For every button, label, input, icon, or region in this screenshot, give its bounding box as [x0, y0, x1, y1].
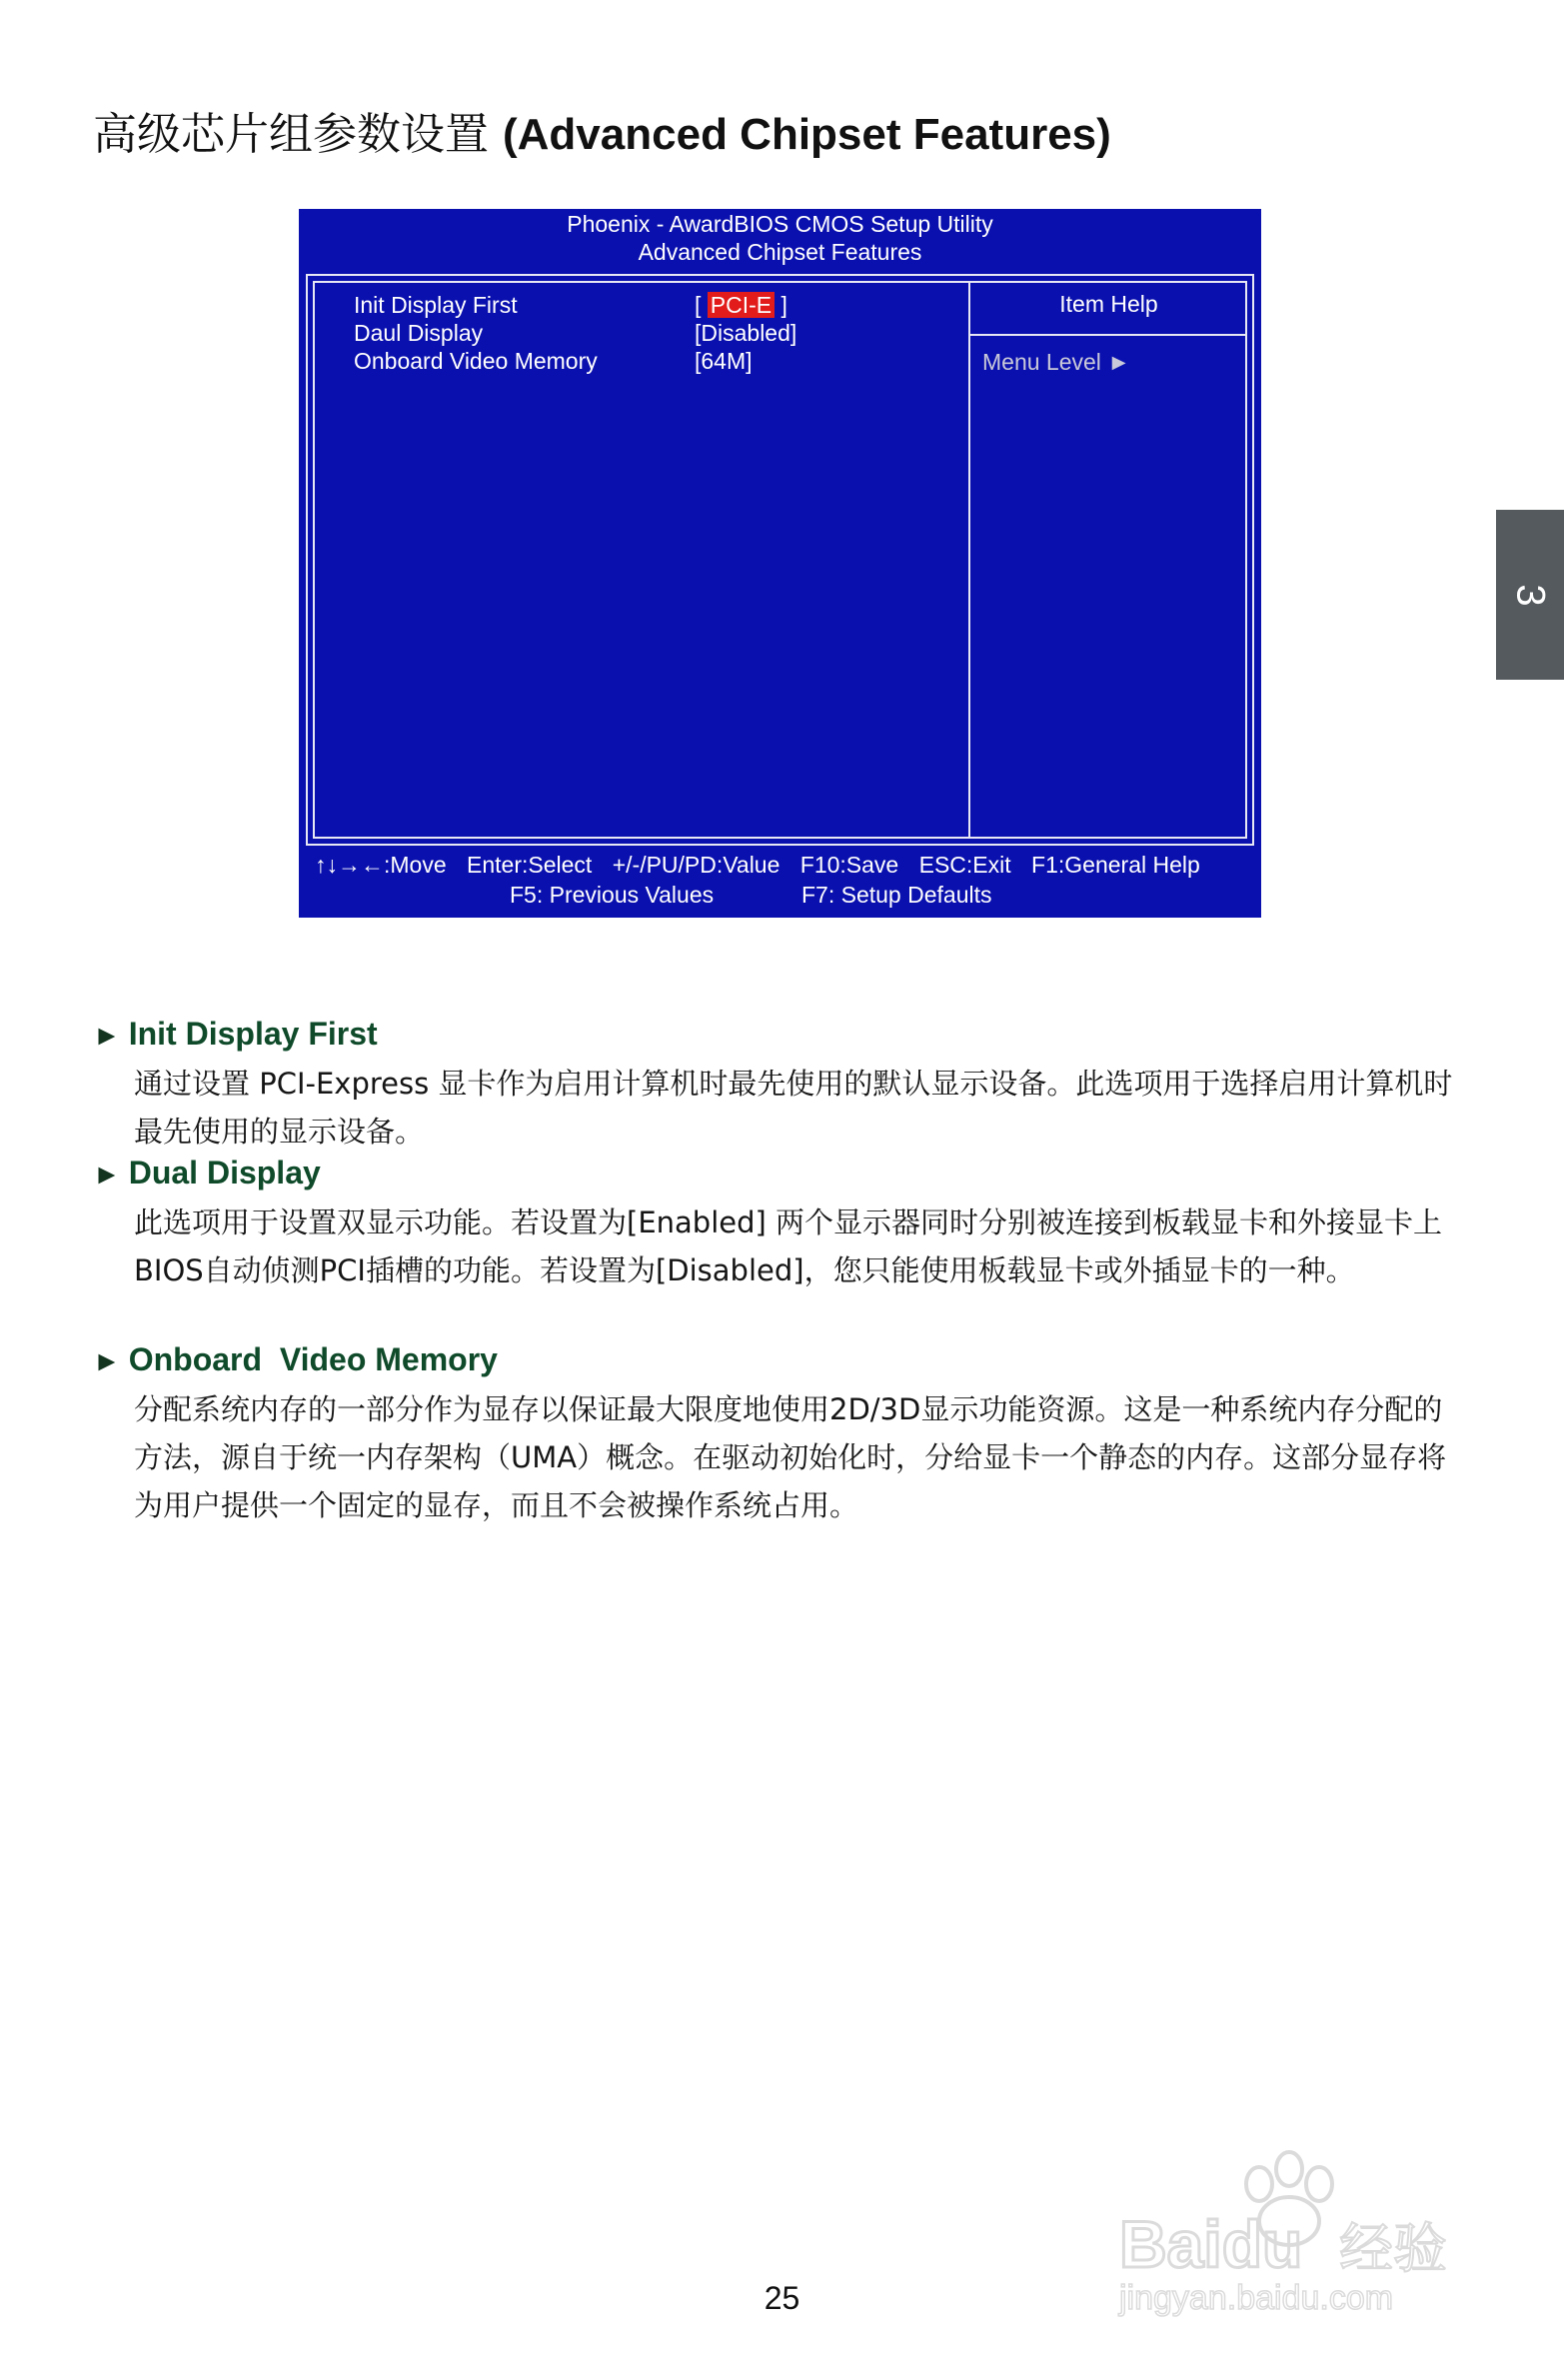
bios-help-header-divider [968, 334, 1247, 336]
bios-value-bracket-close: ] [775, 292, 787, 318]
section-heading-dual-display [93, 1155, 321, 1191]
chapter-number: 3 [1508, 583, 1553, 607]
bios-item-init-display-first[interactable] [354, 292, 518, 319]
bios-help-divider [968, 281, 970, 839]
key-save: F10:Save [799, 852, 899, 878]
bios-value-daul-display[interactable]: [Disabled] [695, 320, 797, 346]
watermark-cn: 经验 [1339, 2217, 1447, 2280]
bios-value-bracket-open: [ [695, 292, 708, 318]
bios-menu-level: Menu Level ► [982, 349, 1131, 375]
key-previous-values: F5: Previous Values [510, 882, 715, 908]
bios-item-onboard-video-memory[interactable] [354, 348, 598, 375]
page-title [93, 98, 1111, 162]
bios-value-init-display-first[interactable] [695, 292, 787, 319]
key-setup-defaults: F7: Setup Defaults [801, 882, 992, 908]
bios-item-daul-display[interactable] [354, 320, 483, 347]
page-number: 25 [764, 2280, 800, 2316]
watermark-url: jingyan.baidu.com [1119, 2279, 1394, 2317]
section-heading-text: Onboard Video Memory [128, 1341, 498, 1377]
bios-item-label: Onboard Video Memory [354, 348, 598, 374]
triangle-bullet-icon: ► [93, 1345, 121, 1376]
page-title-cn: 高级芯片组参数设置 [93, 109, 489, 160]
section-text-dual-display: 此选项用于设置双显示功能。若设置为[Enabled] 两个显示器同时分别被连接到板载显卡和外接显卡上BIOS自动侦测PCI插槽的功能。若设置为[Disabled]，您只能使用板载显卡或外插显卡的一种。 [134, 1205, 1443, 1287]
key-exit: ESC:Exit [918, 852, 1011, 878]
bios-header-title: Phoenix - AwardBIOS CMOS Setup Utility [567, 211, 993, 237]
bios-item-label: Daul Display [354, 320, 484, 346]
section-text-init-display-first: 通过设置 PCI-Express 显卡作为启用计算机时最先使用的默认显示设备。此选项用于选择启用计算机时最先使用的显示设备。 [134, 1067, 1453, 1149]
section-heading-text: Init Display First [128, 1016, 378, 1052]
chapter-tab [1496, 510, 1564, 680]
bios-item-label: Init Display First [354, 292, 518, 318]
section-heading-init-display-first [93, 1016, 378, 1053]
triangle-bullet-icon: ► [93, 1159, 121, 1190]
bios-header-subtitle: Advanced Chipset Features [638, 239, 922, 265]
bios-item-help-title: Item Help [1059, 291, 1158, 317]
key-general-help: F1:General Help [1031, 852, 1200, 878]
section-text-onboard-video-memory: 分配系统内存的一部分作为显存以保证最大限度地使用2D/3D显示功能资源。这是一种系统内存分配的方法，源自于统一内存架构（UMA）概念。在驱动初始化时，分给显卡一个静态的内存。这部分显存将为用户提供一个固定的显存，而且不会被操作系统占用。 [134, 1392, 1447, 1522]
triangle-bullet-icon: ► [93, 1020, 121, 1051]
key-move: ↑↓→←:Move [315, 852, 447, 878]
page-title-en: (Advanced Chipset Features) [503, 110, 1111, 159]
bios-footer-keys [315, 852, 1200, 879]
section-heading-onboard-video-memory [93, 1341, 498, 1378]
section-heading-text: Dual Display [128, 1155, 321, 1190]
bios-selected-value[interactable]: PCI-E [708, 292, 775, 318]
bios-value-onboard-video-memory[interactable]: [64M] [695, 348, 753, 374]
watermark-brand: Baidu [1119, 2207, 1303, 2281]
key-value: +/-/PU/PD:Value [612, 852, 781, 878]
key-select: Enter:Select [467, 852, 593, 878]
bios-screen [299, 209, 1261, 918]
